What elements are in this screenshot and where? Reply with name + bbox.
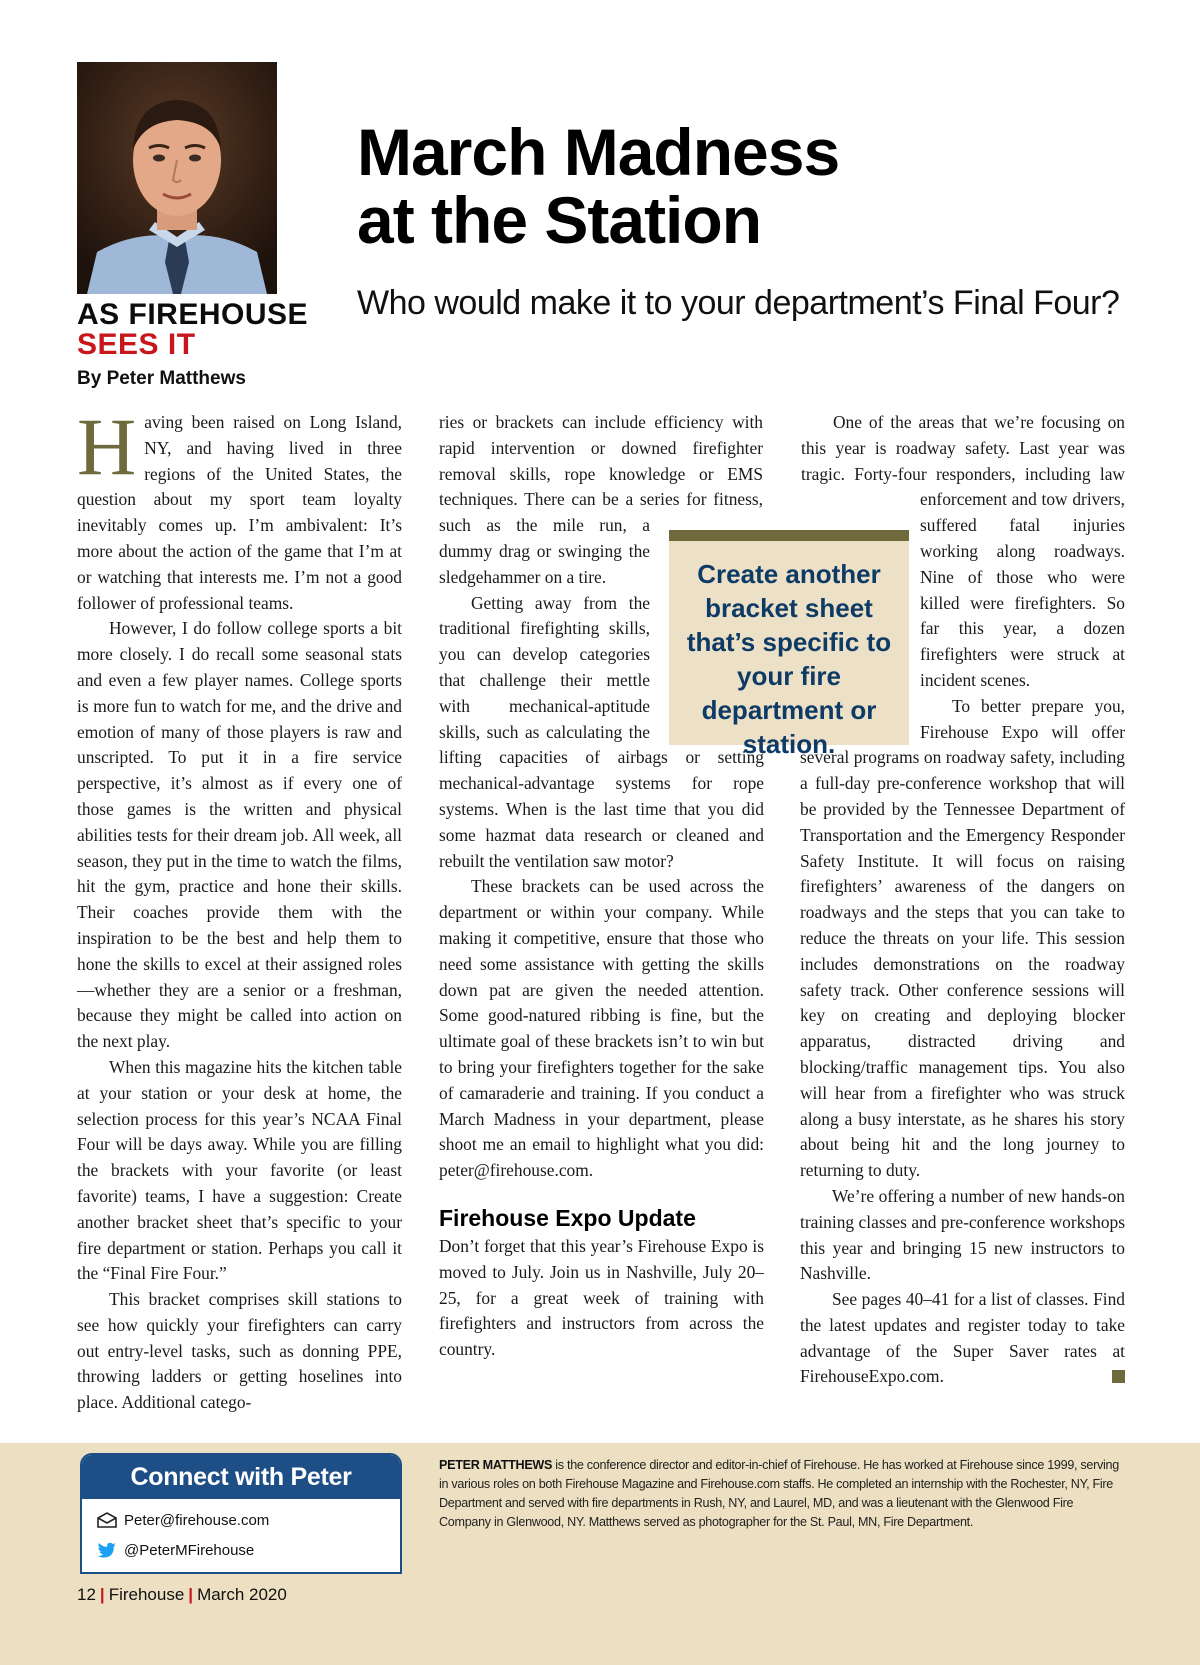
paragraph: [77, 401, 402, 616]
paragraph: However, I do follow college sports a bit more closely. I do recall some seasonal stats and even a few player names. College sports is more fun to watch for me, and the drive and emotion of many of those players is raw and unscripted. To put it in a fire service perspective, it’s almost as if every one of those games is the written and physical abilities tests for their dream job. All week, all season, they put in the time to watch the films, hit the gym, practice and hone their skills. Their coaches provide them with the inspiration to be the best and help them to hone the skills to excel at their assigned roles—whether they are a senior or a freshman, because they might be called into action on the next play.: [77, 618, 402, 1052]
end-mark-icon: [1112, 1370, 1125, 1383]
paragraph: One of the areas that we’re focusing on this year is roadway safety. Last year was tragic. Forty-four responders, including law enforcement and tow drivers, suffered fatal injuries working along roadways. Nine of those who were killed were firefighters. So far this year, a dozen firefighters were struck at incident scenes.: [801, 412, 1125, 690]
drop-cap: H: [77, 401, 137, 492]
bio-name: PETER MATTHEWS: [439, 1458, 553, 1472]
connect-box: [80, 1453, 402, 1574]
page-number: 12: [77, 1585, 96, 1604]
paragraph: We’re offering a number of new hands-on training classes and pre-conference workshops this year and bringing 15 new instructors to Nashville.: [800, 1185, 1125, 1284]
paragraph: ries or brackets can include efficiency with rapid intervention or downed firefighter removal skills, rope knowledge or EMS techniques. There can be a series for fitness, such as the mile run, a dummy drag or swinging the sledgehammer on a tire.: [439, 412, 763, 587]
author-photo: [77, 62, 277, 294]
paragraph-text: See pages 40–41 for a list of classes. Find the latest updates and register today to take advantage of the Super Saver rates at FirehouseExpo.com.: [800, 1289, 1125, 1387]
portrait-photo: [77, 62, 277, 294]
bio-text: is the conference director and editor-in-chief of Firehouse. He has worked at Firehouse since 1999, serving in various roles on both Firehouse Magazine and Firehouse.com staffs. He completed an internship with the Rochester, NY, Fire Department and served with fire departments in Rush, NY, and Laurel, MD, and was a lieutenant with the Glenwood Fire Company in Glenwood, NY. Matthews served as photographer for the St. Paul, MN, Fire Department.: [439, 1458, 1119, 1529]
bird-icon: [96, 1541, 118, 1559]
pullquote: Create another bracket sheet that’s specific to your fire department or station.: [669, 530, 909, 745]
section-heading: Firehouse Expo Update: [439, 1204, 696, 1231]
paragraph: These brackets can be used across the department or within your company. While making it competitive, ensure that those who need some assistance with getting the skills down pat are given the needed attention. Some good-natured ribbing is fine, but the ultimate goal of these brackets isn’t to win but to bring your firefighters together for the sake of camaraderie and training. If you conduct a March Madness in your department, please shoot me an email to highlight what you did: peter@firehouse.com.: [439, 876, 764, 1181]
twitter-link[interactable]: [82, 1535, 400, 1565]
byline: By Peter Matthews: [77, 368, 246, 389]
page-folio: [77, 1585, 287, 1605]
folio-separator-icon: |: [99, 1585, 105, 1604]
twitter-handle: @PeterMFirehouse: [124, 1541, 255, 1559]
paragraph: Getting away from the traditional firefighting skills, you can develop categories that challenge their mettle with mechanical-aptitude skills, such as calculating the lifting capacities of airbags or setting mechanical-advantage systems for rope systems. When is the last time that you did some hazmat data research or cleaned and rebuilt the ventilation saw motor?: [439, 592, 764, 871]
pullquote-spacer-box: [800, 510, 912, 720]
article-column-3: [800, 410, 1125, 1390]
email-text: Peter@firehouse.com: [124, 1511, 270, 1529]
email-link[interactable]: [82, 1505, 400, 1535]
paragraph: [800, 1287, 1125, 1390]
kicker-line-2: SEES IT: [77, 328, 196, 361]
issue-date: March 2020: [197, 1585, 287, 1604]
headline-line-2: at the Station: [357, 183, 762, 257]
paragraph: To better prepare you, Firehouse Expo will offer several programs on roadway safety, including a full-day pre-conference workshop that will be provided by the Tennessee Department of Transportation and the Emergency Responder Safety Institute. It will focus on raising firefighters’ awareness of the dangers on roadways and the steps that you can take to reduce the threats on your life. This session includes demonstrations on the roadway safety track. Other conference sessions will key on creating and deploying blocker apparatus, distracted driving and blocking/traffic management tips. You also will hear from a firefighter who was struck along a busy interstate, as he shares his story about being hit and the long journey to returning to duty.: [800, 695, 1125, 1181]
article-column-1: [77, 401, 402, 1416]
pullquote-spacer: [763, 410, 764, 520]
paragraph-text: aving been raised on Long Island, NY, and having lived in three regions of the United States, the question about my sport team loyalty inevitably comes up. I’m ambivalent: It’s more about the action of the game that I’m at or watching that interests me. I’m not a good follower of professional teams.: [77, 412, 402, 613]
connect-title: Connect with Peter: [82, 1455, 400, 1499]
paragraph: When this magazine hits the kitchen table at your station or your desk at home, the selection process for this year’s NCAA Final Four will be days away. While you are filling the brackets with your favorite (or least favorite) teams, I have a suggestion: Create another bracket sheet that’s specific to your fire department or station. Perhaps you call it the “Final Fire Four.”: [77, 1056, 402, 1284]
publication-name: Firehouse: [108, 1585, 185, 1604]
folio-separator-icon: |: [188, 1585, 194, 1604]
author-bio: [439, 1456, 1124, 1532]
column-kicker: [77, 300, 377, 360]
headline-line-1: March Madness: [357, 115, 840, 189]
envelope-icon: [96, 1511, 118, 1529]
paragraph: This bracket comprises skill stations to see how quickly your firefighters can carry out entry-level tasks, such as donning PPE, throwing ladders or getting hoselines into place. Additional catego-: [77, 1289, 402, 1413]
headline: [357, 115, 1117, 257]
subhead: Who would make it to your department’s Final Four?: [357, 284, 1120, 322]
kicker-line-1: AS FIREHOUSE: [77, 298, 309, 331]
paragraph: Don’t forget that this year’s Firehouse Expo is moved to July. Join us in Nashville, July 20–25, for a great week of training with firefighters and instructors from across the country.: [439, 1235, 764, 1360]
